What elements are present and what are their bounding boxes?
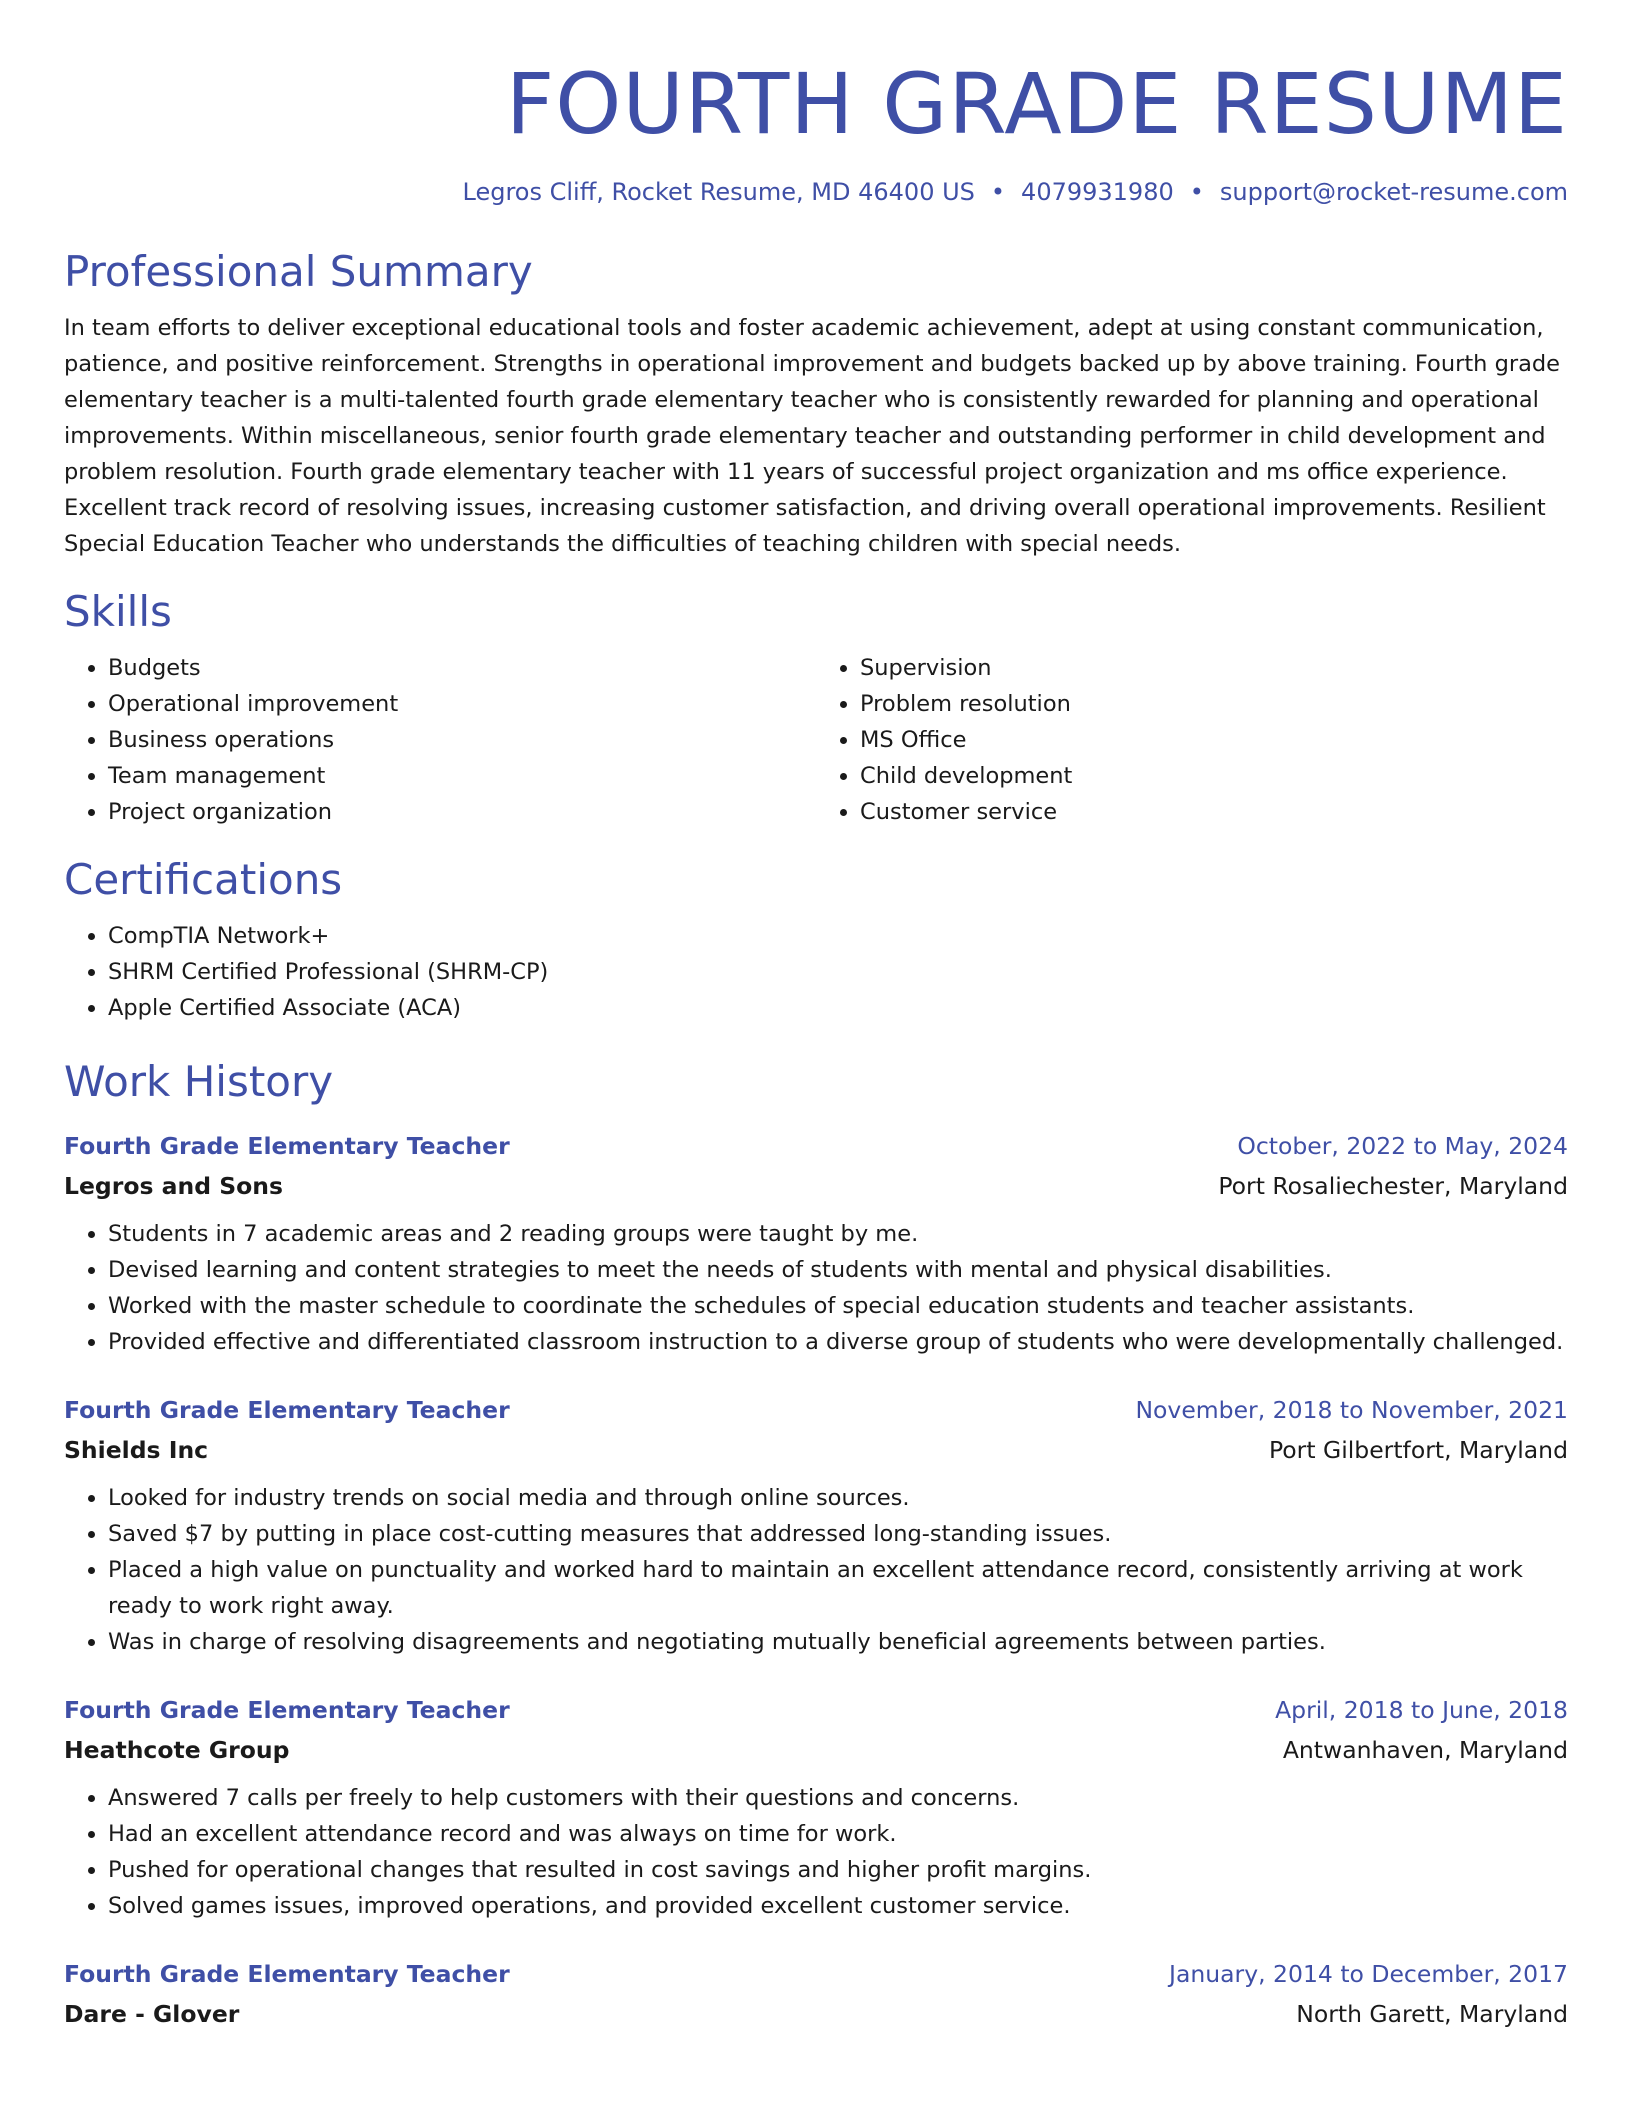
- job-company: Heathcote Group: [64, 1736, 290, 1764]
- job-entry: [64, 1690, 1568, 1924]
- certification-item: • CompTIA Network+: [108, 918, 1568, 954]
- skill-item: • Problem resolution: [860, 686, 1568, 722]
- skill-item: • Customer service: [860, 794, 1568, 830]
- job-dates: November, 2018 to November, 2021: [1135, 1396, 1568, 1424]
- job-location: Antwanhaven, Maryland: [1282, 1736, 1568, 1764]
- certifications-heading: Certifications: [64, 855, 343, 904]
- job-bullets: [64, 1216, 1568, 1360]
- job-employer-row: [64, 1730, 1568, 1770]
- job-header-row: [64, 1390, 1568, 1430]
- skills-heading: Skills: [64, 587, 172, 636]
- job-bullet: • Placed a high value on punctuality and worked hard to maintain an excellent attendance record, consistently arriving at work ready to work right away.: [108, 1552, 1568, 1624]
- job-bullet: • Had an excellent attendance record and was always on time for work.: [108, 1816, 1568, 1852]
- job-bullet: • Students in 7 academic areas and 2 reading groups were taught by me.: [108, 1216, 1568, 1252]
- contact-phone[interactable]: 4079931980: [1021, 178, 1174, 206]
- contact-email[interactable]: support@rocket-resume.com: [1219, 178, 1568, 206]
- job-bullet: • Solved games issues, improved operations, and provided excellent customer service.: [108, 1888, 1568, 1924]
- work-history-heading: Work History: [64, 1057, 334, 1106]
- job-company: Shields Inc: [64, 1436, 209, 1464]
- skills-list-left: [64, 650, 816, 830]
- job-role: Fourth Grade Elementary Teacher: [64, 1396, 510, 1424]
- job-company: Dare - Glover: [64, 2000, 240, 2028]
- skill-item: • Budgets: [108, 650, 816, 686]
- job-employer-row: [64, 1994, 1568, 2034]
- job-location: Port Rosaliechester, Maryland: [1218, 1172, 1568, 1200]
- job-location: Port Gilbertfort, Maryland: [1268, 1436, 1568, 1464]
- job-entry: [64, 1954, 1568, 2034]
- job-bullet: • Worked with the master schedule to coordinate the schedules of special education students and teacher assistants.: [108, 1288, 1568, 1324]
- job-bullet: • Saved $7 by putting in place cost-cutting measures that addressed long-standing issues.: [108, 1516, 1568, 1552]
- job-role: Fourth Grade Elementary Teacher: [64, 1132, 510, 1160]
- skill-item: • Team management: [108, 758, 816, 794]
- contact-line: [64, 176, 1568, 208]
- skill-item: • Project organization: [108, 794, 816, 830]
- job-role: Fourth Grade Elementary Teacher: [64, 1960, 510, 1988]
- job-company: Legros and Sons: [64, 1172, 284, 1200]
- job-role: Fourth Grade Elementary Teacher: [64, 1696, 510, 1724]
- skill-item: • Supervision: [860, 650, 1568, 686]
- job-dates: October, 2022 to May, 2024: [1237, 1132, 1568, 1160]
- resume-page: [64, 0, 1568, 2034]
- job-header-row: [64, 1126, 1568, 1166]
- job-bullet: • Answered 7 calls per freely to help customers with their questions and concerns.: [108, 1780, 1568, 1816]
- skill-item: • Operational improvement: [108, 686, 816, 722]
- job-header-row: [64, 1690, 1568, 1730]
- job-dates: April, 2018 to June, 2018: [1275, 1696, 1568, 1724]
- summary-text: In team efforts to deliver exceptional educational tools and foster academic achievement, adept at using constant communication, patience, and positive reinforcement. Strengths in operational improvement and budgets backed up by above training. Fourth grade elementary teacher is a multi-talented fourth grade elementary teacher who is consistently rewarded for planning and operational improvements. Within miscellaneous, senior fourth grade elementary teacher and outstanding performer in child development and problem resolution. Fourth grade elementary teacher with 11 years of successful project organization and ms office experience. Excellent track record of resolving issues, increasing customer satisfaction, and driving overall operational improvements. Resilient Special Education Teacher who understands the difficulties of teaching children with special needs.: [64, 315, 1561, 557]
- skills-list-right: [816, 650, 1568, 830]
- summary-heading: Professional Summary: [64, 247, 533, 296]
- skill-item: • Business operations: [108, 722, 816, 758]
- skill-item: • Child development: [860, 758, 1568, 794]
- contact-address: Legros Cliff, Rocket Resume, MD 46400 US: [462, 178, 975, 206]
- job-bullet: • Looked for industry trends on social media and through online sources.: [108, 1480, 1568, 1516]
- certifications-list: [64, 918, 1568, 1026]
- job-entry: [64, 1390, 1568, 1660]
- skills-grid: [64, 650, 1568, 830]
- job-dates: January, 2014 to December, 2017: [1169, 1960, 1568, 1988]
- contact-separator: •: [990, 178, 1006, 206]
- job-location: North Garett, Maryland: [1296, 2000, 1568, 2028]
- job-bullet: • Devised learning and content strategies to meet the needs of students with mental and physical disabilities.: [108, 1252, 1568, 1288]
- job-employer-row: [64, 1166, 1568, 1206]
- job-bullet: • Was in charge of resolving disagreements and negotiating mutually beneficial agreements between parties.: [108, 1624, 1568, 1660]
- resume-title: FOURTH GRADE RESUME: [505, 55, 1568, 153]
- job-header-row: [64, 1954, 1568, 1994]
- certification-item: • SHRM Certified Professional (SHRM-CP): [108, 954, 1568, 990]
- contact-separator: •: [1189, 178, 1204, 206]
- skill-item: • MS Office: [860, 722, 1568, 758]
- job-bullets: [64, 1480, 1568, 1660]
- certification-item: • Apple Certified Associate (ACA): [108, 990, 1568, 1026]
- job-bullet: • Pushed for operational changes that resulted in cost savings and higher profit margins.: [108, 1852, 1568, 1888]
- job-bullets: [64, 1780, 1568, 1924]
- job-employer-row: [64, 1430, 1568, 1470]
- job-bullet: • Provided effective and differentiated classroom instruction to a diverse group of students who were developmentally challenged.: [108, 1324, 1568, 1360]
- job-entry: [64, 1126, 1568, 1360]
